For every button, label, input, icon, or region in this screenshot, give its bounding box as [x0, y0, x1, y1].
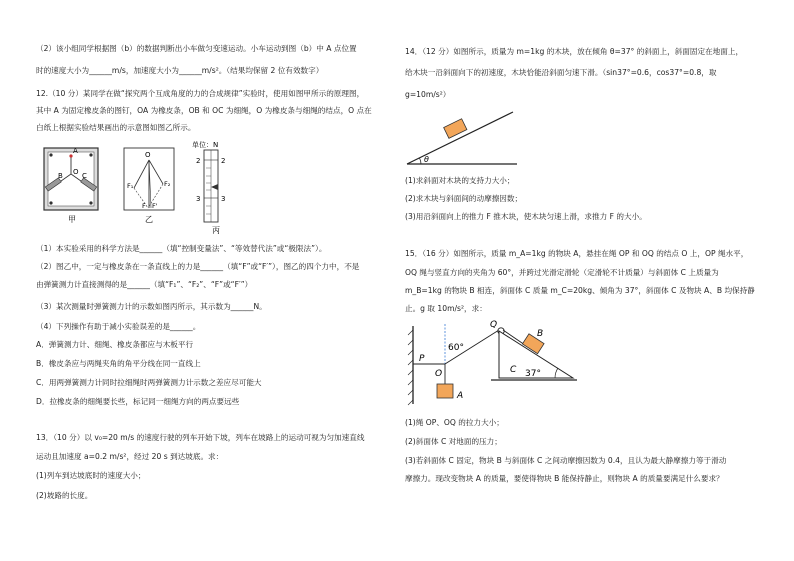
q12-figure [42, 138, 242, 238]
q15-block-A [437, 384, 453, 398]
q15-line1: 15．（16 分）如图所示，质量 m_A=1kg 的物块 A，悬挂在绳 OP 和 OQ 的结点 O 上，OP 绳水平， [405, 249, 749, 258]
q12-line2: 其中 A 为固定橡皮条的图钉，OA 为橡皮条，OB 和 OC 为细绳，O 为橡皮条与细绳的结点，O 点在 [36, 106, 372, 115]
q12-2-line1: （2）图乙中，一定与橡皮条在一条直线上的力是______（填“F”或“F′”），图乙的四个力中，不是 [36, 262, 360, 271]
figure-yi [124, 148, 174, 224]
q15-2: (2)斜面体 C 对地面的压力； [405, 437, 502, 446]
q12-3: （3）某次测量时弹簧测力计的示数如图丙所示，其示数为______N。 [36, 302, 267, 311]
q14-line2: 给木块一沿斜面向下的初速度，木块恰能沿斜面匀速下滑。（sin37°=0.6，cos37°=0.8，取 [405, 68, 717, 77]
fig-label-C: C [82, 172, 87, 180]
fig-label-A: A [73, 147, 78, 155]
fig15-label-37: 37° [525, 369, 541, 379]
figure-bing [192, 140, 225, 235]
q15-line2: OQ 绳与竖直方向的夹角为 60°，并跨过光滑定滑轮（定滑轮不计质量）与斜面体 C 上质量为 [405, 268, 719, 277]
q13-line2: 运动且加速度 a=0.2 m/s²，经过 20 s 到达坡底。求： [36, 452, 224, 461]
q15-3-line2: 摩擦力。现改变物块 A 的质量，要使得物块 B 能保持静止，则物块 A 的质量要满足什么要求？ [405, 474, 724, 483]
scale-3-right: 3 [221, 195, 226, 203]
q12-4: （4）下列操作有助于减小实验误差的是______。 [36, 322, 201, 331]
fig15-label-O: O [435, 369, 443, 379]
fig-label-B: B [58, 172, 63, 180]
fig-yi-label-O: O [145, 151, 151, 159]
q12-line3: 白纸上根据实验结果画出的示意图如图乙所示。 [36, 123, 196, 132]
q12-option-b: B．橡皮条应与两绳夹角的角平分线在同一直线上 [36, 359, 201, 368]
scale-2-right: 2 [221, 157, 226, 165]
q13-1: (1)列车到达坡底时的速度大小； [36, 471, 146, 480]
q14-incline-figure [405, 108, 525, 170]
fig15-label-A: A [457, 391, 464, 401]
q12-1: （1）本实验采用的科学方法是______（填“控制变量法”、“等效替代法”或“极限法”）。 [36, 244, 327, 253]
q14-line3: g=10m/s²） [405, 90, 451, 99]
fig15-label-P: P [419, 354, 425, 364]
fig15-label-Q: Q [490, 320, 498, 330]
fig15-label-60: 60° [448, 343, 464, 353]
q15-line3: m_B=1kg 的物块 B 相连，斜面体 C 质量 m_C=20kg、倾角为 37°，斜面体 C 及物块 A、B 均保持静 [405, 286, 755, 295]
q12-option-d: D．拉橡皮条的细绳要长些，标记同一细绳方向的两点要远些 [36, 397, 240, 406]
q13-2: (2)坡路的长度。 [36, 491, 93, 500]
fig15-label-C: C [510, 365, 517, 375]
fig-yi-label-F2: F₂ [164, 180, 171, 188]
q13-line1: 13．（10 分）以 v₀=20 m/s 的速度行驶的列车开始下坡，列车在坡路上的运动可视为匀加速直线 [36, 433, 365, 442]
fig-yi-label-Fprime: F' [152, 202, 158, 210]
q14-line1: 14．（12 分）如图所示，质量为 m=1kg 的木块，放在倾角 θ=37° 的斜面上，斜面固定在地面上， [405, 47, 744, 56]
q11-2-line2: 时的速度大小为______m/s，加速度大小为______m/s²。（结果均保留 2 位有效数字） [36, 66, 324, 75]
q15-figure [405, 318, 580, 408]
scale-3-left: 3 [196, 195, 201, 203]
q12-line1: 12.（10 分）某同学在做“探究两个互成角度的力的合成规律”实验时，使用如图甲所示的原理图， [36, 89, 365, 98]
q14-block [444, 119, 467, 139]
q14-3: (3)用沿斜面向上的推力 F 推木块，使木块匀速上滑，求推力 F 的大小。 [405, 212, 647, 221]
q11-2-line1: （2）该小组同学根据图（b）的数据判断出小车做匀变速运动。小车运动到图（b）中 A 点位置 [36, 44, 357, 53]
fig-yi-label-F: F [142, 202, 146, 210]
fig-label-jia: 甲 [68, 215, 76, 224]
fig-label-yi: 乙 [145, 215, 153, 224]
q12-2-line2: 由弹簧测力计直接测得的是______（填“F₁”、“F₂”、“F”或“F′”） [36, 280, 253, 289]
fig-label-bing: 丙 [212, 226, 220, 235]
q12-option-a: A．弹簧测力计、细绳、橡皮条都应与木板平行 [36, 340, 194, 349]
scale-2-left: 2 [196, 157, 201, 165]
q15-1: (1)绳 OP、OQ 的拉力大小； [405, 418, 504, 427]
fig-unit: 单位：N [192, 141, 219, 149]
q14-theta: θ [424, 155, 429, 164]
q12-option-c: C．用两弹簧测力计同时拉细绳时两弹簧测力计示数之差应尽可能大 [36, 378, 262, 387]
figure-jia [44, 147, 98, 224]
fig-label-O: O [73, 168, 79, 176]
q15-3-line1: (3)若斜面体 C 固定，物块 B 与斜面体 C 之间动摩擦因数为 0.4，且认为最大静摩擦力等于滑动 [405, 456, 727, 465]
q14-2: (2)求木块与斜面间的动摩擦因数； [405, 194, 523, 203]
q15-line4: 止。g 取 10m/s²，求： [405, 304, 487, 313]
q14-1: (1)求斜面对木块的支持力大小； [405, 176, 515, 185]
fig15-label-B: B [537, 329, 544, 339]
fig-yi-label-F1: F₁ [127, 182, 134, 190]
